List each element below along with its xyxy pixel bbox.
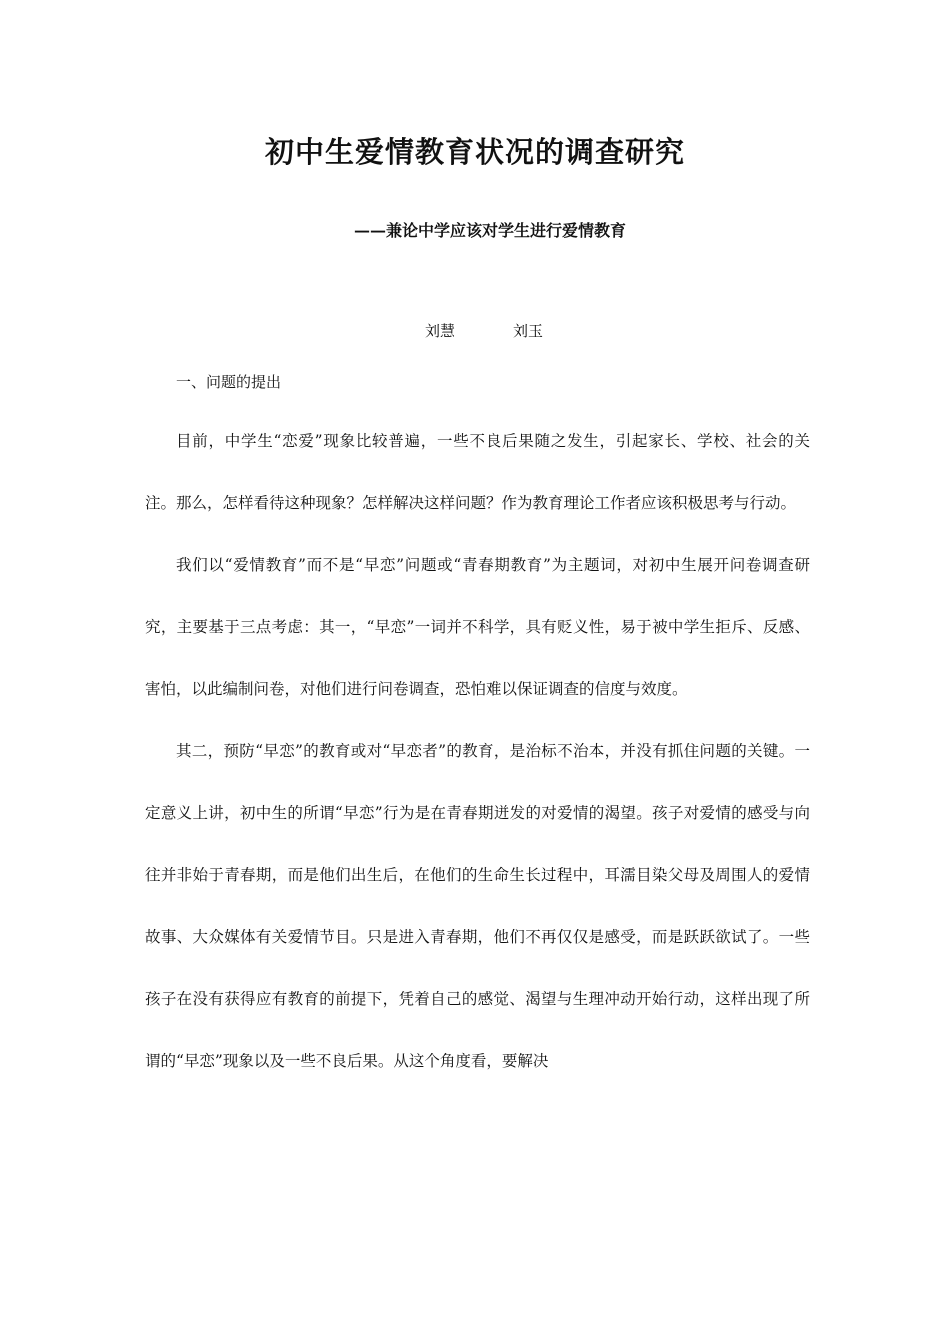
body-paragraph: 我们以“爱情教育”而不是“早恋”问题或“青春期教育”为主题词，对初中生展开问卷调查研究，主要基于三点考虑：其一，“早恋”一词并不科学，具有贬义性，易于被中学生拒斥、反感、害怕，以此编制问卷，对他们进行问卷调查，恐怕难以保证调查的信度与效度。 <box>145 556 810 698</box>
section-heading: 一、问题的提出 <box>176 373 282 391</box>
author-name: 刘慧 <box>424 322 455 340</box>
document-title: 初中生爱情教育状况的调查研究 <box>264 135 685 169</box>
author-name: 刘玉 <box>513 322 544 340</box>
document-subtitle: ——兼论中学应该对学生进行爱情教育 <box>353 221 626 240</box>
body-text <box>145 410 810 1092</box>
body-paragraph: 其二，预防“早恋”的教育或对“早恋者”的教育，是治标不治本，并没有抓住问题的关键。一定意义上讲，初中生的所谓“早恋”行为是在青春期迸发的对爱情的渴望。孩子对爱情的感受与向往并非始于青春期，而是他们出生后，在他们的生命生长过程中，耳濡目染父母及周围人的爱情故事、大众媒体有关爱情节目。只是进入青春期，他们不再仅仅是感受，而是跃跃欲试了。一些孩子在没有获得应有教育的前提下，凭着自己的感觉、渴望与生理冲动开始行动，这样出现了所谓的“早恋”现象以及一些不良后果。从这个角度看，要解决 <box>145 742 810 1070</box>
author-line <box>0 320 950 341</box>
body-paragraph: 目前，中学生“恋爱”现象比较普遍，一些不良后果随之发生，引起家长、学校、社会的关注。那么，怎样看待这种现象？怎样解决这样问题？作为教育理论工作者应该积极思考与行动。 <box>145 432 810 512</box>
